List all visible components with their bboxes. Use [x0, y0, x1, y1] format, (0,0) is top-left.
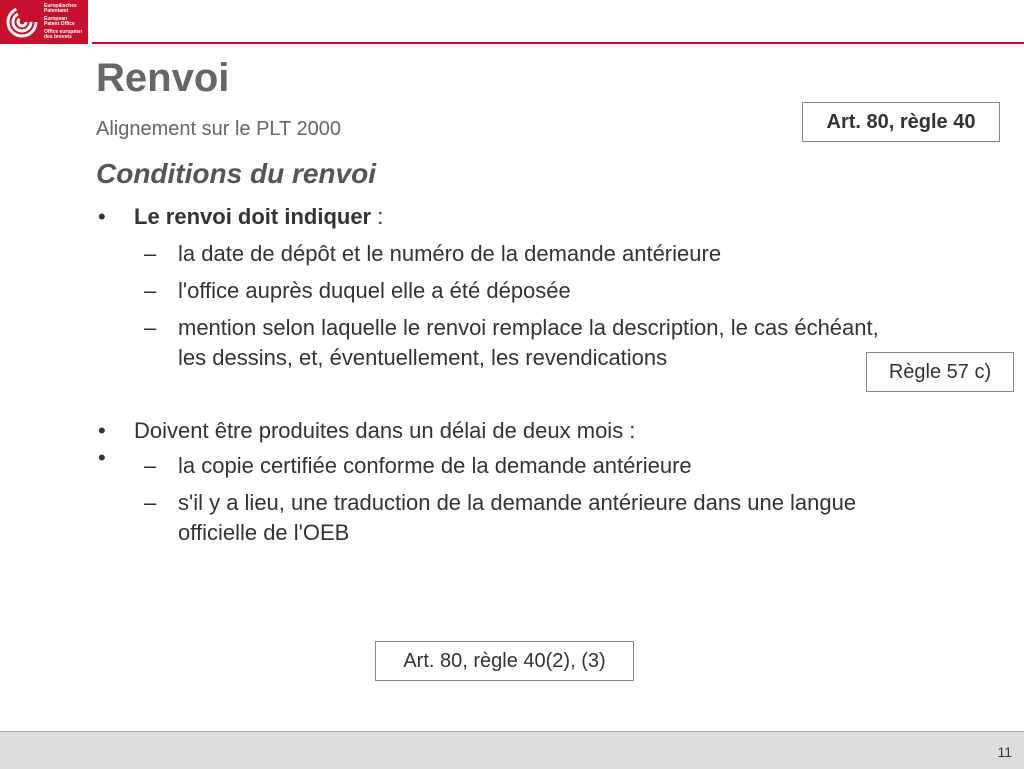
dash-marker: – — [144, 278, 157, 303]
logo-line: Patentamt — [44, 8, 69, 14]
epo-swirl-icon — [0, 0, 44, 44]
sub-item — [96, 445, 896, 481]
sub-item-text: mention selon laquelle le renvoi remplace la description, le cas échéant, les dessins, et, éventuellement, les revendications — [178, 315, 879, 370]
bullet-marker: • — [98, 204, 106, 229]
logo-line: des brevets — [44, 34, 72, 40]
logo-line: Patent Office — [44, 21, 75, 27]
logo-line: Office européen — [44, 28, 83, 35]
sub-item-text: la copie certifiée conforme de la demande antérieure — [178, 453, 692, 478]
sub-item — [96, 488, 896, 548]
slide-subtitle: Alignement sur le PLT 2000 — [96, 118, 341, 140]
slide-content — [96, 202, 896, 548]
bullet-item — [96, 202, 896, 232]
bullet-text: : — [371, 204, 384, 229]
dash-marker: – — [144, 241, 157, 266]
section-heading: Conditions du renvoi — [96, 158, 376, 189]
reference-box-art80: Art. 80, règle 40 — [802, 102, 1000, 142]
epo-logo — [0, 0, 88, 44]
bullet-marker: • — [98, 418, 106, 443]
dash-marker: – — [144, 453, 157, 478]
header-divider — [92, 42, 1024, 44]
sub-item — [96, 276, 896, 306]
bullet-bold-text: Le renvoi doit indiquer — [134, 204, 372, 229]
sub-item-text: s'il y a lieu, une traduction de la demande antérieure dans une langue officielle de l'OEB — [178, 490, 857, 545]
sub-item-text: l'office auprès duquel elle a été déposée — [178, 278, 571, 303]
bullet-text: Doivent être produites dans un délai de deux mois : — [134, 418, 636, 443]
page-number: 11 — [997, 744, 1012, 760]
footer-bar — [0, 731, 1024, 769]
bullet-item — [96, 416, 896, 446]
sub-item — [96, 313, 896, 373]
epo-logo-text — [44, 4, 82, 41]
slide-title: Renvoi — [96, 56, 230, 100]
stray-bullet-marker: • — [98, 445, 106, 470]
sub-item-text: la date de dépôt et le numéro de la demande antérieure — [178, 241, 722, 266]
reference-box-rule57: Règle 57 c) — [866, 352, 1014, 392]
dash-marker: – — [144, 315, 157, 340]
dash-marker: – — [144, 490, 157, 515]
sub-item — [96, 239, 896, 269]
logo-line: Europäisches — [44, 2, 77, 9]
reference-box-rule40: Art. 80, règle 40(2), (3) — [375, 641, 634, 681]
logo-line: European — [44, 15, 68, 22]
